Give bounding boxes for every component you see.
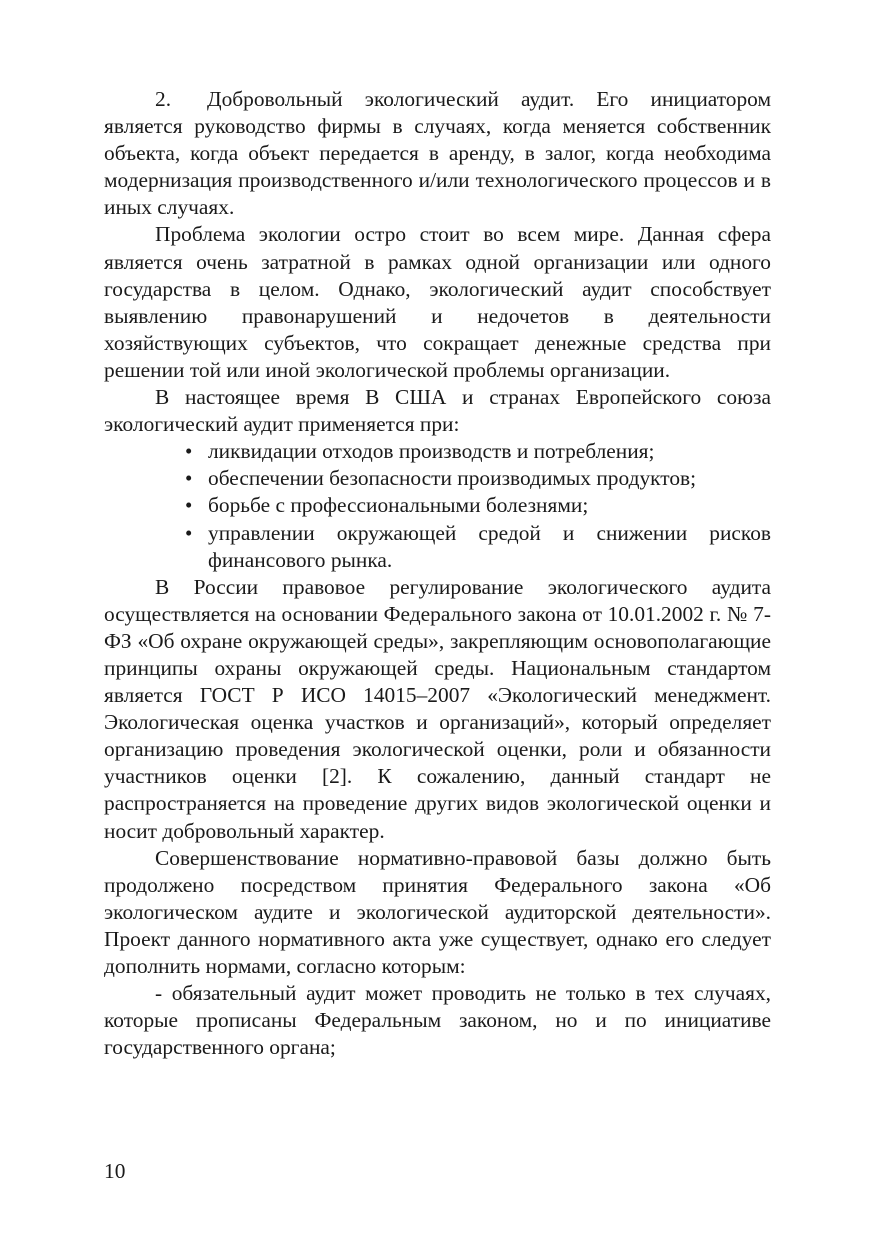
list-item xyxy=(181,492,771,519)
paragraph-usa-eu: В настоящее время В США и странах Европейского союза экологический аудит применяется при: xyxy=(104,385,771,437)
numbered-paragraph-2 xyxy=(104,86,771,221)
list-item-text: борьбе с профессиональными болезнями; xyxy=(208,493,589,518)
bullet-list xyxy=(104,438,771,573)
item-text: Добровольный экологический аудит. Его инициатором является руководство фирмы в случаях, когда меняется собственник объекта, когда объект передается в аренду, в залог, когда необходима модернизация производственного и/или технологического процессов и в иных случаях. xyxy=(104,87,771,220)
bullet-icon: • xyxy=(185,493,193,518)
paragraph-ecology-problem: Проблема экологии остро стоит во всем мире. Данная сфера является очень затратной в рамках одной организации или одного государства в целом. Однако, экологический аудит способствует выявлению правонарушений и недочетов в деятельности хозяйствующих субъектов, что сокращает денежные средства при решении той или иной экологической проблемы организации. xyxy=(104,222,771,382)
bullet-icon: • xyxy=(185,439,193,464)
list-item xyxy=(181,465,771,492)
page-content xyxy=(104,86,771,1061)
list-item-text: управлении окружающей средой и снижении рисков финансового рынка. xyxy=(208,520,771,572)
paragraph-russia-regulation: В России правовое регулирование экологического аудита осуществляется на основании Федерального закона от 10.01.2002 г. № 7-ФЗ «Об охране окружающей среды», закрепляющим основополагающие принципы охраны окружающей среды. Национальным стандартом является ГОСТ Р ИСО 14015–2007 «Экологический менеджмент. Экологическая оценка участков и организаций», который определяет организацию проведения экологической оценки, роли и обязанности участников оценки [2]. К сожалению, данный стандарт не распространяется на проведение других видов экологической оценки и носит добровольный характер. xyxy=(104,574,771,843)
list-item xyxy=(181,438,771,465)
paragraph-improvement: Совершенствование нормативно-правовой базы должно быть продолжено посредством принятия Федерального закона «Об экологическом аудите и экологической аудиторской деятельности». Проект данного нормативного акта уже существует, однако его следует дополнить нормами, согласно которым: xyxy=(104,845,771,978)
bullet-icon: • xyxy=(185,466,193,491)
item-number: 2. xyxy=(155,87,172,111)
list-item xyxy=(181,520,771,574)
bullet-icon: • xyxy=(185,520,193,545)
paragraph-mandatory-audit: - обязательный аудит может проводить не только в тех случаях, которые прописаны Федеральным законом, но и по инициативе государственного органа; xyxy=(104,981,771,1060)
list-item-text: ликвидации отходов производств и потребления; xyxy=(208,439,655,464)
list-item-text: обеспечении безопасности производимых продуктов; xyxy=(208,466,697,491)
page-number: 10 xyxy=(104,1159,126,1183)
